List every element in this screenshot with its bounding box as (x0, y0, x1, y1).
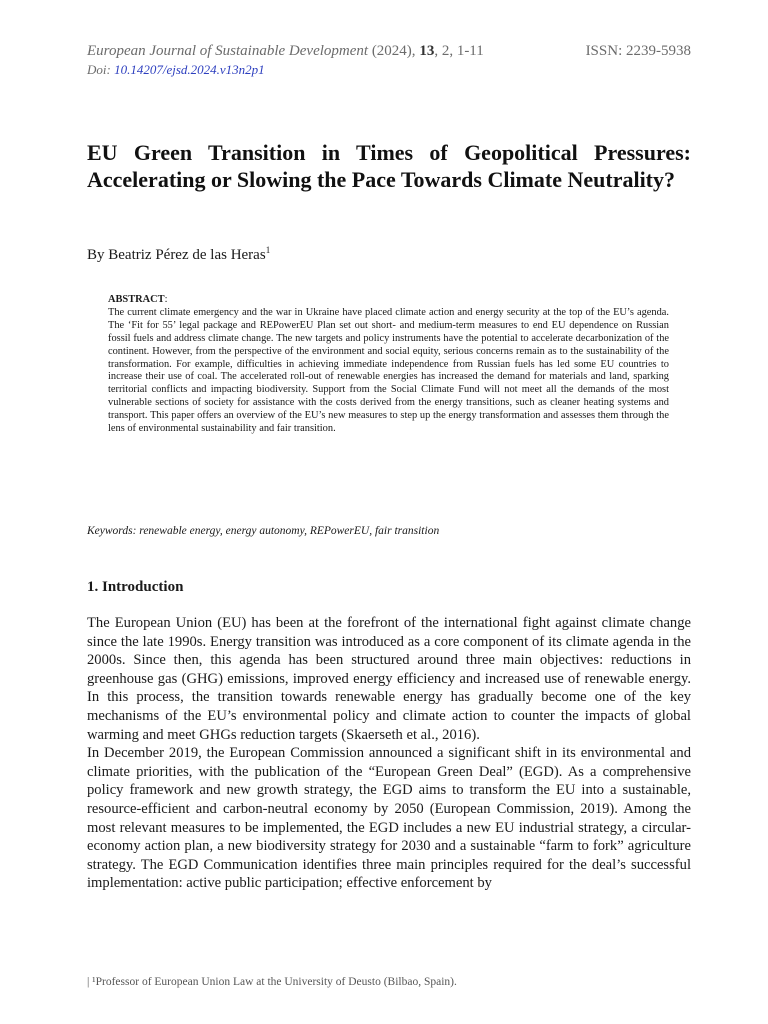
author-name: By Beatriz Pérez de las Heras (87, 247, 266, 263)
issn: ISSN: 2239-5938 (585, 43, 691, 59)
doi-label: Doi: (87, 62, 115, 77)
author-line (87, 240, 270, 265)
footnote: | ¹Professor of European Union Law at the University of Deusto (Bilbao, Spain). (87, 976, 457, 988)
paper-title: EU Green Transition in Times of Geopolitical Pressures: Accelerating or Slowing the Pace Towards Climate Neutrality? (87, 140, 691, 192)
journal-name: European Journal of Sustainable Development (87, 43, 369, 59)
keywords: Keywords: renewable energy, energy autonomy, REPowerEU, fair transition (87, 525, 440, 537)
body-paragraph: The European Union (EU) has been at the forefront of the international fight against climate change since the late 1990s. Energy transition was introduced as a core component of its climate agenda in the 2000s. Since then, this agenda has been structured around three main objectives: reductions in greenhouse gas (GHG) emissions, improved energy efficiency and increased use of renewable energy. In this process, the transition towards renewable energy has gradually become one of the key mechanisms of the EU’s environmental policy and climate action to counter the impacts of global warming and meet GHGs reduction targets (Skaerseth et al., 2016). (87, 615, 691, 743)
abstract-text: The current climate emergency and the war in Ukraine have placed climate action and energy security at the top of the EU’s agenda. The ‘Fit for 55’ legal package and REPowerEU Plan set out short- and medium-term measures to end EU dependence on Russian fossil fuels and address climate change. The new targets and policy instruments have the potential to accelerate decarbonization of the continent. However, from the perspective of the environment and social equity, serious concerns remain as to the sustainability of the transformation. For example, difficulties in achieving immediate independence from Russian fuels has led some EU countries to increase their use of coal. The accelerated roll-out of renewable energies has increased the demand for materials and land, sparking territorial conflicts and impacting biodiversity. Support from the Social Climate Fund will not meet all the demands of the most vulnerable sections of society for assistance with the costs derived from the energy transitions, such as cleaner heating systems and transport. This paper offers an overview of the EU’s new measures to step up the energy transformation and assesses them through the lens of environmental sustainability and fair transition. (108, 306, 669, 435)
abstract-label: ABSTRACT (108, 294, 165, 305)
body-paragraph: In December 2019, the European Commission announced a significant shift in its environmental and climate priorities, with the publication of the “European Green Deal” (EGD). As a comprehensive policy framework and new growth strategy, the EGD aims to transform the EU into a sustainable, resource-efficient and carbon-neutral economy by 2050 (European Commission, 2019). Among the most relevant measures to be implemented, the EGD includes a new EU industrial strategy, a circular-economy action plan, a new biodiversity strategy for 2030 and a sustainable “farm to fork” agriculture strategy. The EGD Communication identifies three main principles required for the deal’s successful implementation: active public participation; effective enforcement by (87, 745, 691, 892)
section-heading: 1. Introduction (87, 579, 184, 595)
abstract (108, 294, 669, 436)
journal-issue-pages: , 2, 1-11 (434, 43, 484, 59)
doi-line (87, 61, 265, 79)
doi-link[interactable]: 10.14207/ejsd.2024.v13n2p1 (114, 62, 265, 77)
section-body (87, 614, 691, 893)
author-footnote-mark[interactable]: 1 (265, 245, 271, 255)
abstract-colon: : (164, 294, 168, 305)
journal-header (87, 41, 691, 61)
journal-year: (2024), (368, 43, 420, 59)
journal-volume: 13 (419, 43, 435, 59)
